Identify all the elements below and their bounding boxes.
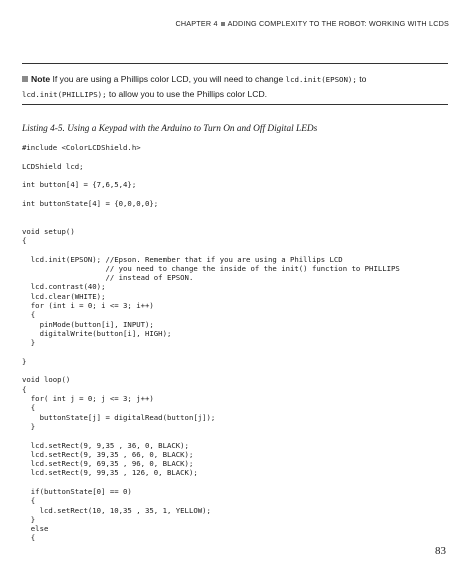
code-line: lcd.setRect(9, 69,35 , 96, 0, BLACK); xyxy=(22,459,194,469)
code-line xyxy=(22,478,400,487)
square-bullet-icon xyxy=(221,22,225,26)
note-code-epson: lcd.init(EPSON); xyxy=(285,75,357,84)
code-line: LCDShield lcd; xyxy=(22,161,84,171)
code-line: // instead of EPSON. xyxy=(22,273,194,283)
code-line: } xyxy=(22,514,36,524)
listing-caption: Listing 4-5. Using a Keypad with the Arduino to Turn On and Off Digital LEDs xyxy=(22,124,318,134)
code-line: lcd.init(EPSON); //Epson. Remember that if you are using a Phillips LCD xyxy=(22,254,343,264)
code-line: lcd.clear(WHITE); xyxy=(22,291,106,301)
note-text: If you are using a Phillips color LCD, you will need to change xyxy=(50,74,286,84)
note-bottom-rule xyxy=(22,104,448,105)
code-line: for (int i = 0; i <= 3; i++) xyxy=(22,301,154,311)
code-line: { xyxy=(22,403,36,413)
note-text: to xyxy=(356,74,367,84)
code-line: int buttonState[4] = {0,0,0,0}; xyxy=(22,198,159,208)
code-line: } xyxy=(22,356,27,366)
code-line: #include <ColorLCDShield.h> xyxy=(22,143,141,152)
code-line xyxy=(22,431,400,440)
running-header xyxy=(176,19,449,28)
code-line: buttonState[j] = digitalRead(button[j]); xyxy=(22,412,216,422)
code-line: else xyxy=(22,524,49,534)
code-listing xyxy=(22,143,400,543)
chapter-title: ADDING COMPLEXITY TO THE ROBOT: WORKING WITH LCDS xyxy=(227,19,449,28)
code-line: for( int j = 0; j <= 3; j++) xyxy=(22,394,154,404)
code-line: // you need to change the inside of the init() function to PHILLIPS xyxy=(22,263,400,273)
code-line: lcd.setRect(9, 9,35 , 36, 0, BLACK); xyxy=(22,440,189,450)
code-line: lcd.setRect(9, 99,35 , 126, 0, BLACK); xyxy=(22,468,198,478)
note-text: to allow you to use the Phillips color LCD. xyxy=(106,89,268,99)
code-line xyxy=(22,152,400,161)
note-square-icon xyxy=(22,76,28,82)
page-number: 83 xyxy=(435,545,446,557)
code-line xyxy=(22,366,400,375)
code-line: lcd.setRect(10, 10,35 , 35, 1, YELLOW); xyxy=(22,505,211,515)
code-line xyxy=(22,217,400,226)
code-line: digitalWrite(button[i], HIGH); xyxy=(22,328,172,338)
code-line: } xyxy=(22,421,36,431)
code-line xyxy=(22,189,400,198)
code-line: void setup() xyxy=(22,226,75,236)
code-line: { xyxy=(22,496,36,506)
code-line: { xyxy=(22,384,27,394)
code-line xyxy=(22,348,400,357)
chapter-label: CHAPTER 4 xyxy=(175,19,218,28)
code-line xyxy=(22,208,400,217)
code-line: int button[4] = {7,6,5,4}; xyxy=(22,180,137,190)
code-line: } xyxy=(22,338,36,348)
code-line: lcd.setRect(9, 39,35 , 66, 0, BLACK); xyxy=(22,449,194,459)
code-line: if(buttonState[0] == 0) xyxy=(22,486,132,496)
note-top-rule xyxy=(22,63,448,64)
code-line xyxy=(22,245,400,254)
code-line: void loop() xyxy=(22,375,71,385)
code-line: { xyxy=(22,310,36,320)
note-code-phillips: lcd.init(PHILLIPS); xyxy=(22,90,107,99)
code-line: pinMode(button[i], INPUT); xyxy=(22,319,154,329)
code-line: lcd.contrast(40); xyxy=(22,282,106,292)
note-box xyxy=(22,72,452,102)
note-label: Note xyxy=(31,74,51,84)
code-line: { xyxy=(22,235,27,245)
code-line xyxy=(22,171,400,180)
code-line: { xyxy=(22,533,36,543)
